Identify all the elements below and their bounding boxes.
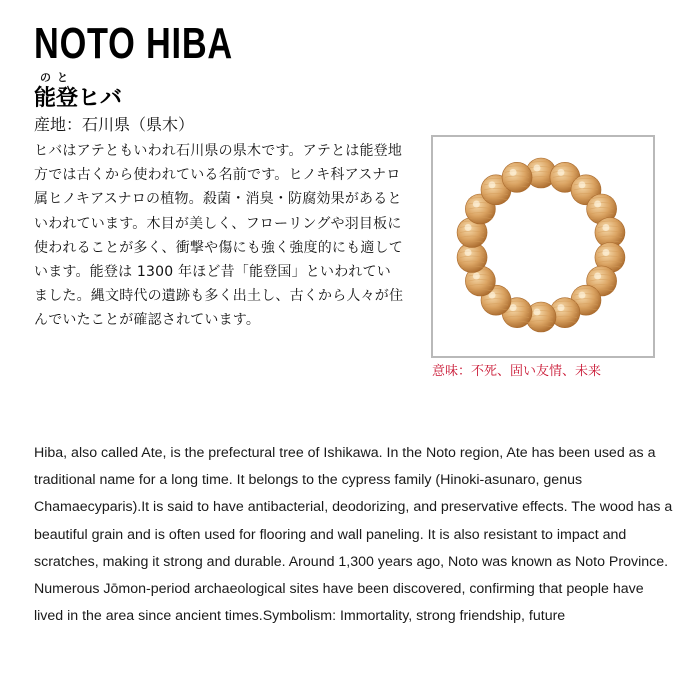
bead (502, 162, 532, 192)
description-jp: ヒバはアテともいわれ石川県の県木です。アテとは能登地方では古くから使われている名前です。ヒノキ科アスナロ属ヒノキアスナロの植物。殺菌・消臭・防腐効果があるといわれています。木目が美しく、フローリングや羽目板に使われることが多く、衝撃や傷にも強く強度的にも適しています。能登は 1300 年ほど昔「能登国」といわれていました。縄文時代の遺跡も多く出土し、古くから人々が住んでいたことが確認されています。 (34, 143, 404, 329)
bracelet-image (433, 137, 653, 356)
product-title-en: NOTO HIBA (34, 19, 233, 68)
title-furigana: のと (40, 71, 74, 84)
bead-ring (457, 158, 625, 332)
description-en: Hiba, also called Ate, is the prefectural tree of Ishikawa. In the Noto region, Ate has been used as a traditional name for a long time. It belongs to the cypress family (Hinoki-asunaro, genus Chamaecyparis).It is said to have antibacterial, deodorizing, and preservative effects. The wood has a beautiful grain and is often used for flooring and wall paneling. It is also resistant to impact and scratches, making it strong and durable. Around 1,300 years ago, Noto was known as Noto Province. Numerous Jōmon-period archaeological sites have been discovered, confirming that people have lived in the area since ancient times.Symbolism: Immortality, strong friendship, future (34, 445, 673, 625)
product-photo (431, 135, 655, 358)
origin-label: 産地：石川県（県木） (34, 115, 195, 134)
product-title-jp: 能登ヒバ (34, 86, 123, 111)
meaning-label: 意味：不死、固い友情、未来 (432, 364, 602, 379)
